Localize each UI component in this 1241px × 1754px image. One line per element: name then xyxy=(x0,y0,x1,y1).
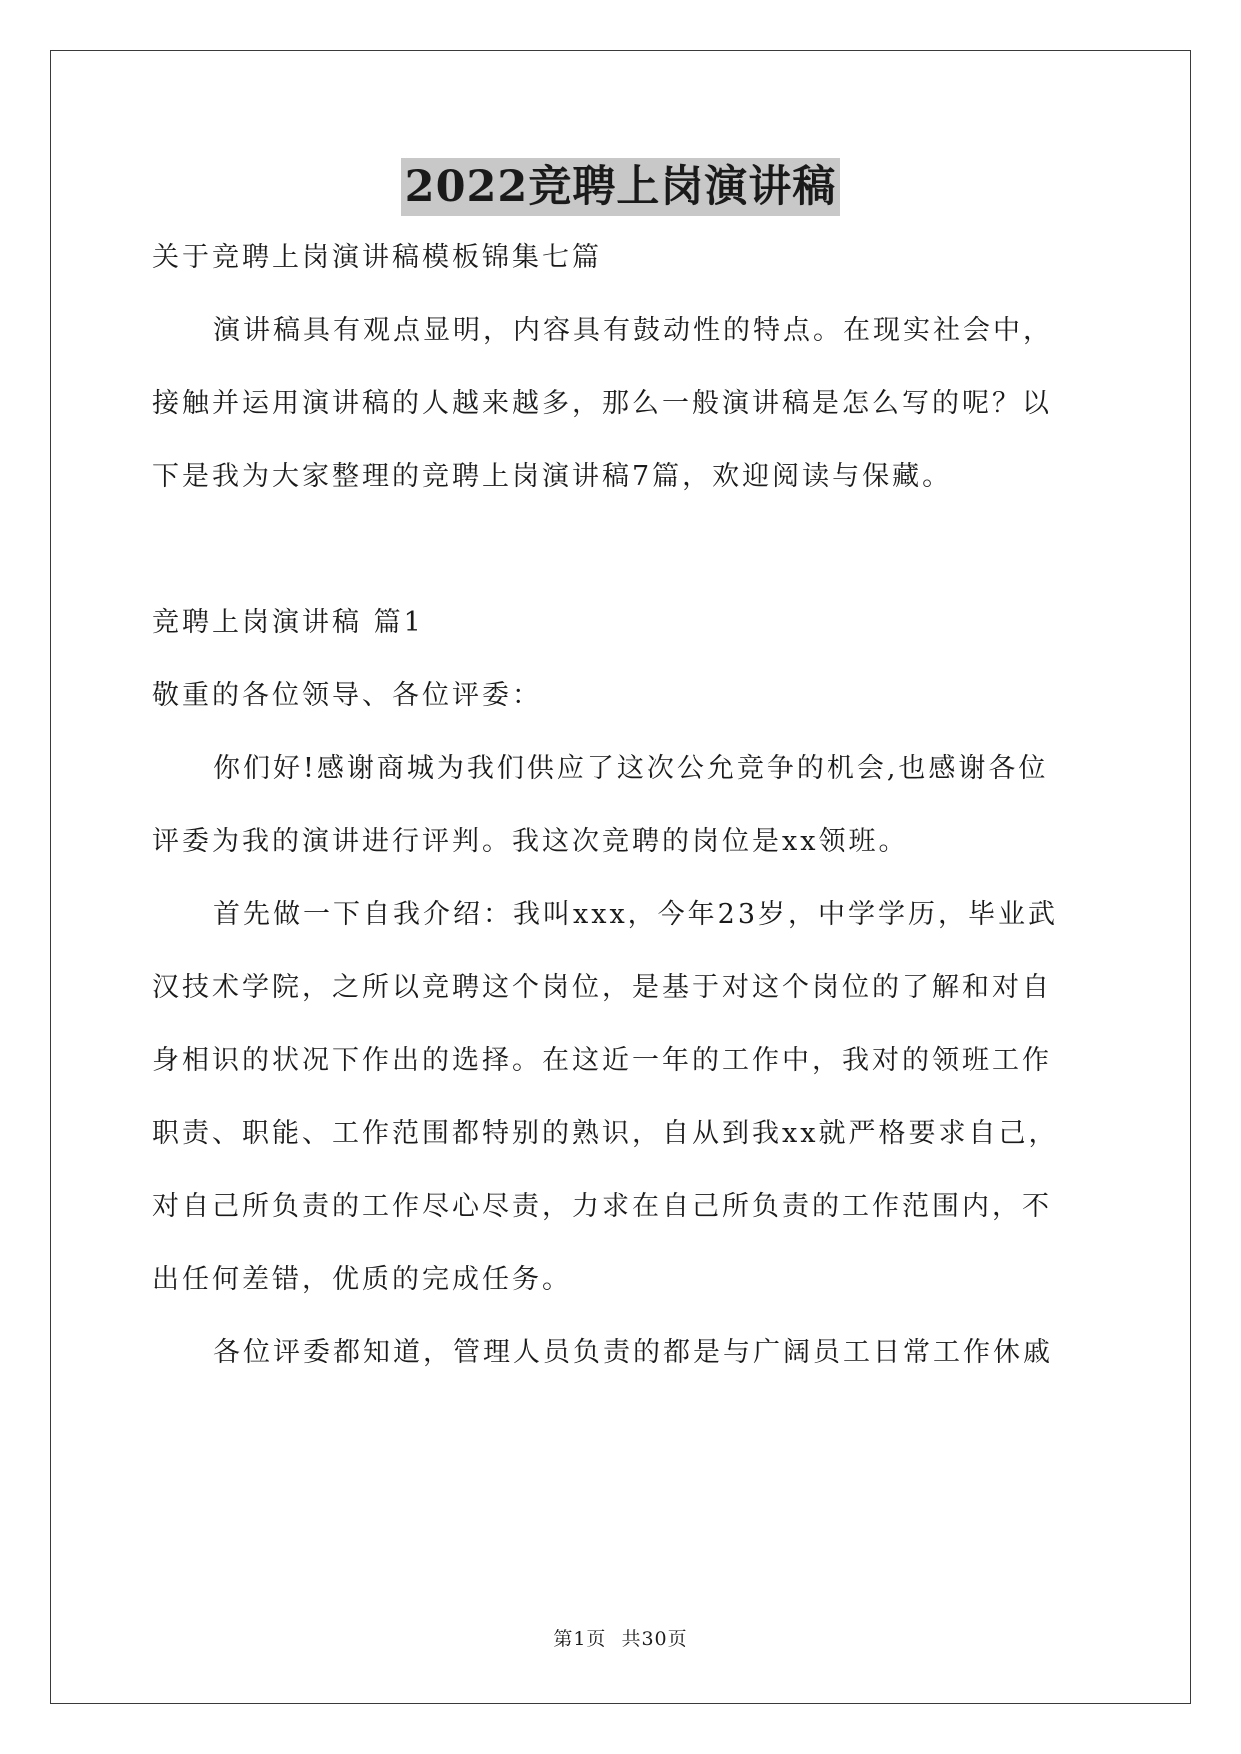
body-line: 各位评委都知道，管理人员负责的都是与广阔员工日常工作休戚 xyxy=(213,1337,1053,1368)
body-line: 职责、职能、工作范围都特别的熟识，自从到我xx就严格要求自己， xyxy=(152,1118,1059,1149)
body-line: 首先做一下自我介绍：我叫xxx，今年23岁，中学学历，毕业武 xyxy=(213,899,1059,930)
body-line: 评委为我的演讲进行评判。我这次竞聘的岗位是xx领班。 xyxy=(152,826,909,857)
intro-paragraph-line: 演讲稿具有观点显明，内容具有鼓动性的特点。在现实社会中， xyxy=(213,315,1053,346)
intro-paragraph-line: 下是我为大家整理的竞聘上岗演讲稿7篇，欢迎阅读与保藏。 xyxy=(152,461,953,492)
page-number: 第1页 xyxy=(553,1628,607,1650)
salutation-line: 敬重的各位领导、各位评委： xyxy=(152,680,542,711)
body-line: 出任何差错，优质的完成任务。 xyxy=(152,1264,572,1295)
page-border xyxy=(50,50,1191,1704)
body-line: 你们好!感谢商城为我们供应了这次公允竞争的机会,也感谢各位 xyxy=(213,753,1049,784)
page-footer xyxy=(0,1626,1241,1652)
body-line: 对自己所负责的工作尽心尽责，力求在自己所负责的工作范围内，不 xyxy=(152,1191,1052,1222)
document-title: 2022竞聘上岗演讲稿 xyxy=(401,158,841,216)
subtitle-line: 关于竞聘上岗演讲稿模板锦集七篇 xyxy=(152,242,602,273)
body-line: 身相识的状况下作出的选择。在这近一年的工作中，我对的领班工作 xyxy=(152,1045,1052,1076)
intro-paragraph-line: 接触并运用演讲稿的人越来越多，那么一般演讲稿是怎么写的呢？以 xyxy=(152,388,1052,419)
title-container xyxy=(0,158,1241,216)
section-heading: 竞聘上岗演讲稿 篇1 xyxy=(152,607,424,638)
body-line: 汉技术学院，之所以竞聘这个岗位，是基于对这个岗位的了解和对自 xyxy=(152,972,1052,1003)
page-total: 共30页 xyxy=(621,1628,688,1650)
